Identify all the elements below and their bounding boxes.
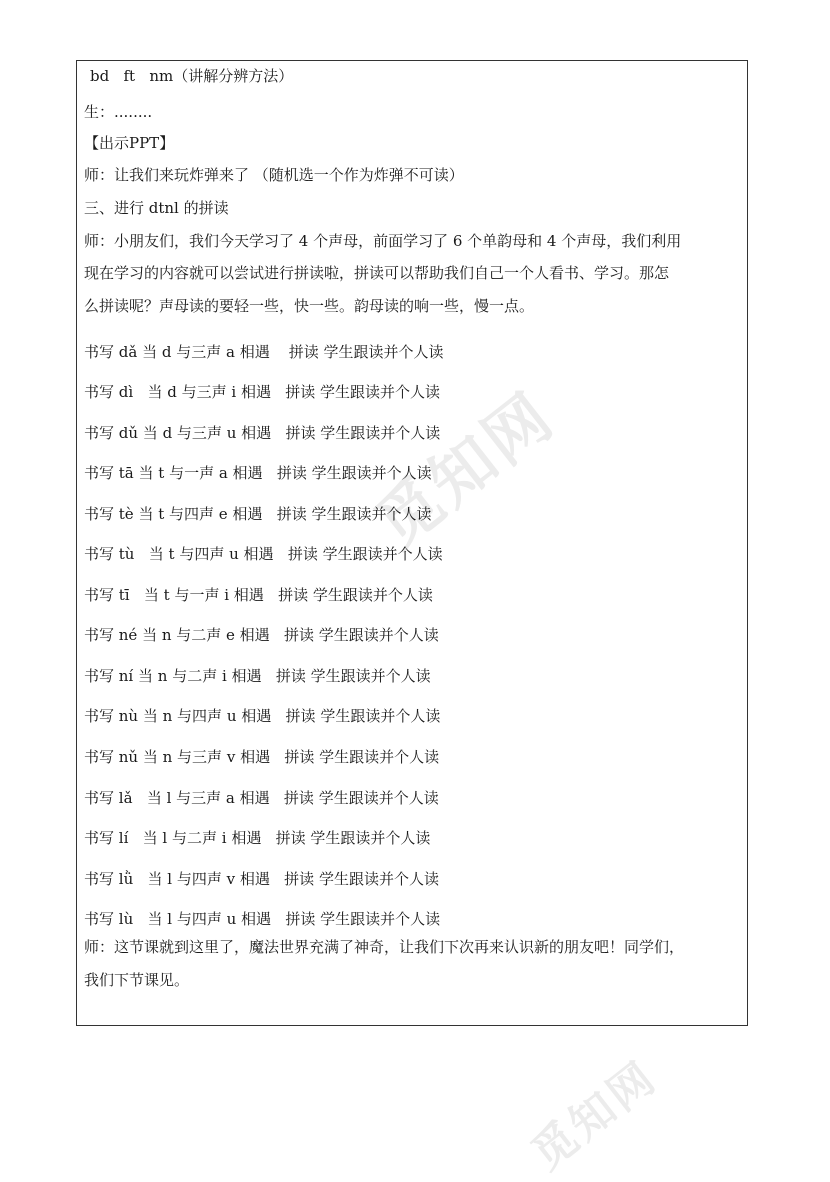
- practice-line: 书写 lǜ 当 l 与四声 v 相遇 拼读 学生跟读并个人读: [84, 870, 439, 888]
- teacher-explain-line: 现在学习的内容就可以尝试进行拼读啦，拼读可以帮助我们自己一个人看书、学习。那怎: [84, 264, 670, 282]
- closing-line: 师：这节课就到这里了，魔法世界充满了神奇，让我们下次再来认识新的朋友吧！同学们，: [84, 938, 685, 956]
- section-heading: 三、进行 dtnl 的拼读: [84, 199, 229, 217]
- practice-line: 书写 tā 当 t 与一声 a 相遇 拼读 学生跟读并个人读: [84, 464, 432, 482]
- practice-line: 书写 ní 当 n 与二声 i 相遇 拼读 学生跟读并个人读: [84, 667, 431, 685]
- practice-line: 书写 dì 当 d 与三声 i 相遇 拼读 学生跟读并个人读: [84, 383, 441, 401]
- practice-line: 书写 nǔ 当 n 与三声 v 相遇 拼读 学生跟读并个人读: [84, 748, 440, 766]
- practice-line: 书写 dǔ 当 d 与三声 u 相遇 拼读 学生跟读并个人读: [84, 424, 441, 442]
- watermark: 觅知网: [522, 1051, 668, 1180]
- pairs-line: bd ft nm（讲解分辨方法）: [90, 67, 294, 85]
- practice-line: 书写 dǎ 当 d 与三声 a 相遇 拼读 学生跟读并个人读: [84, 343, 444, 361]
- watermark: 觅知网: [362, 378, 569, 563]
- teacher-explain-line: 师：小朋友们，我们今天学习了 4 个声母，前面学习了 6 个单韵母和 4 个声母，我们利用: [84, 232, 682, 250]
- teacher-game-line: 师：让我们来玩炸弹来了 （随机选一个作为炸弹不可读）: [84, 166, 464, 184]
- practice-line: 书写 tè 当 t 与四声 e 相遇 拼读 学生跟读并个人读: [84, 505, 432, 523]
- teacher-explain-line: 么拼读呢？声母读的要轻一些，快一些。韵母读的响一些，慢一点。: [84, 297, 535, 315]
- practice-line: 书写 lù 当 l 与四声 u 相遇 拼读 学生跟读并个人读: [84, 910, 441, 928]
- closing-line: 我们下节课见。: [84, 971, 190, 989]
- student-line: 生：........: [84, 103, 153, 121]
- practice-line: 书写 tù 当 t 与四声 u 相遇 拼读 学生跟读并个人读: [84, 545, 443, 563]
- practice-line: 书写 lǎ 当 l 与三声 a 相遇 拼读 学生跟读并个人读: [84, 789, 439, 807]
- practice-line: 书写 lí 当 l 与二声 i 相遇 拼读 学生跟读并个人读: [84, 829, 431, 847]
- practice-line: 书写 nù 当 n 与四声 u 相遇 拼读 学生跟读并个人读: [84, 707, 441, 725]
- practice-line: 书写 tī 当 t 与一声 i 相遇 拼读 学生跟读并个人读: [84, 586, 433, 604]
- practice-line: 书写 né 当 n 与二声 e 相遇 拼读 学生跟读并个人读: [84, 626, 439, 644]
- show-ppt-line: 【出示PPT】: [84, 134, 175, 152]
